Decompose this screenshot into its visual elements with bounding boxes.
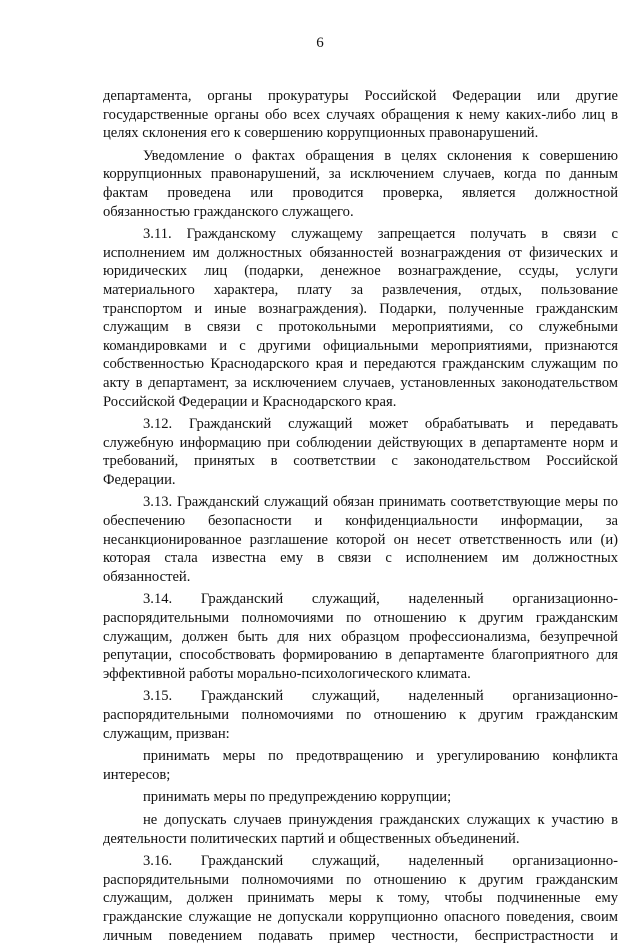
paragraph — [103, 493, 618, 586]
paragraph — [103, 225, 618, 411]
text-line: 3.12. Гражданский служащий может обрабатывать и передавать — [143, 416, 618, 433]
text-line: собственностью Краснодарского края и передаются гражданским служащим по — [103, 356, 618, 373]
paragraph — [103, 852, 618, 945]
text-line: Уведомление о фактах обращения в целях склонения к совершению — [143, 147, 618, 164]
text-line: не допускать случаев принуждения гражданских служащих к участию в — [143, 811, 618, 828]
text-line: обязанностей. — [103, 568, 191, 585]
text-line: 3.14. Гражданский служащий, наделенный организационно- — [143, 591, 618, 608]
text-line: интересов; — [103, 766, 171, 783]
text-line: распорядительными полномочиями по отношению к другим гражданским — [103, 610, 618, 627]
page-number: 6 — [316, 35, 324, 51]
text-line: 3.13. Гражданский служащий обязан принимать соответствующие меры по — [143, 494, 618, 511]
text-line: распорядительными полномочиями по отношению к другим гражданским — [103, 871, 618, 888]
text-line: служащим, должен быть для них образцом профессионализма, безупречной — [103, 628, 618, 645]
text-line: транспортом и иные вознаграждения). Подарки, полученные гражданским — [103, 300, 618, 317]
text-line: коррупционных правонарушений, за исключением случаев, когда по данным — [103, 166, 618, 183]
text-line: деятельности политических партий и общественных объединений. — [103, 830, 520, 847]
paragraph — [103, 788, 618, 807]
text-line: исполнением им должностных обязанностей вознаграждения от физических и — [103, 244, 618, 261]
paragraph — [103, 87, 618, 143]
text-line: департамента, органы прокуратуры Российской Федерации или другие — [103, 88, 618, 104]
paragraph — [103, 687, 618, 743]
text-line: Федерации. — [103, 471, 176, 488]
text-line: 3.11. Гражданскому служащему запрещается получать в связи с — [143, 226, 618, 243]
text-line: обязанностью гражданского служащего. — [103, 203, 354, 220]
text-line: служебную информацию при соблюдении действующих в департаменте норм и — [103, 434, 618, 451]
text-line: государственные органы обо всех случаях обращения к нему каких-либо лиц в — [103, 106, 618, 123]
text-line: эффективной работы морально-психологического климата. — [103, 665, 471, 682]
text-line: фактам проведена или проводится проверка, является должностной — [103, 184, 618, 201]
text-line: Российской Федерации и Краснодарского края. — [103, 393, 397, 410]
text-line: гражданские служащие не допускали коррупционно опасного поведения, своим — [103, 908, 618, 925]
text-line: несанкционированное разглашение которой он несет ответственность или (и) — [103, 531, 618, 548]
text-line: принимать меры по предупреждению коррупции; — [143, 789, 452, 806]
text-line: служащим в связи с протокольными мероприятиями, со служебными — [103, 319, 618, 336]
text-line: 3.15. Гражданский служащий, наделенный организационно- — [143, 688, 618, 705]
text-line: распорядительными полномочиями по отношению к другим гражданским — [103, 707, 618, 723]
text-line: которая стала известна ему в связи с исполнением им должностных — [103, 550, 618, 567]
paragraph — [103, 747, 618, 784]
text-line: целях склонения его к совершению коррупционных правонарушений. — [103, 125, 539, 142]
text-line: служащим, призван: — [103, 725, 230, 742]
document-body — [103, 87, 618, 945]
text-line: 3.16. Гражданский служащий, наделенный организационно- — [143, 853, 618, 870]
paragraph — [103, 811, 618, 848]
paragraph — [103, 415, 618, 489]
text-line: личным поведением подавать пример честности, беспристрастности и — [103, 927, 618, 944]
text-line: обеспечению безопасности и конфиденциальности информации, за — [103, 513, 618, 530]
text-line: служащим, должен принимать меры к тому, чтобы подчиненные ему — [103, 890, 618, 907]
text-line: принимать меры по предотвращению и урегулированию конфликта — [143, 748, 618, 765]
paragraph — [103, 590, 618, 683]
text-line: командировками и с другими официальными мероприятиями, признаются — [103, 337, 618, 354]
text-line: акту в департамент, за исключением случаев, установленных законодательством — [103, 374, 618, 391]
text-line: требований, принятых в соответствии с законодательством Российской — [103, 453, 618, 470]
text-line: репутации, способствовать формированию в департаменте благоприятного для — [103, 647, 618, 664]
paragraph — [103, 147, 618, 221]
text-line: юридических лиц (подарки, денежное вознаграждение, ссуды, услуги — [103, 263, 618, 280]
text-line: материального характера, плату за развлечения, отдых, пользование — [103, 281, 618, 298]
